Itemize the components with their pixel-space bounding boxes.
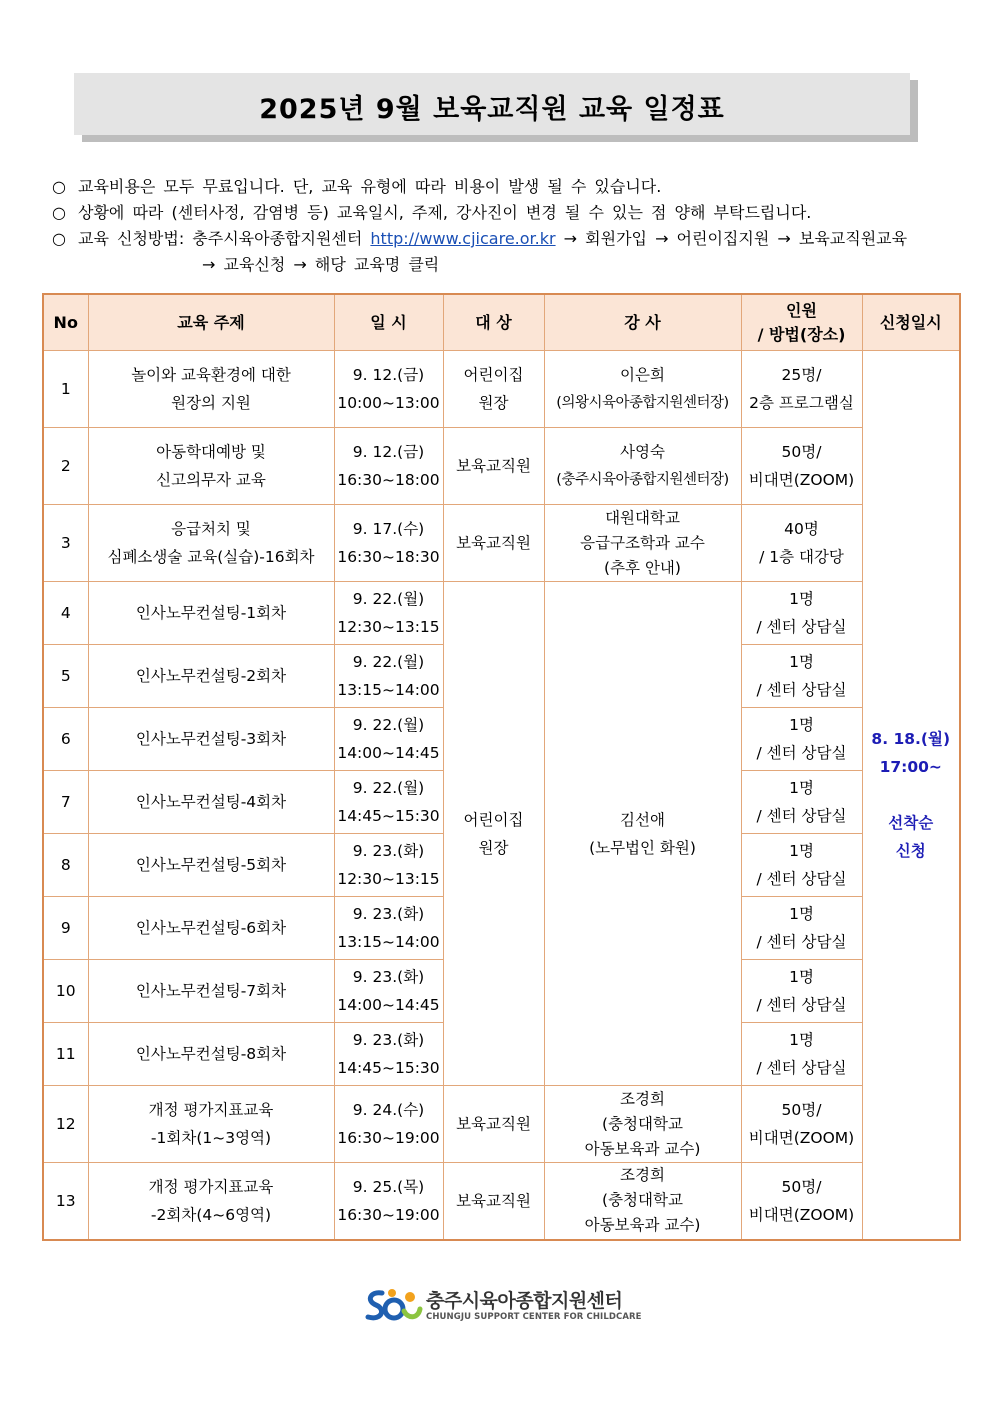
row-no: 3 xyxy=(43,505,88,582)
row-no: 8 xyxy=(43,834,88,897)
header-instructor: 강 사 xyxy=(544,294,741,351)
bullet-icon: ○ xyxy=(52,203,66,222)
row-no: 2 xyxy=(43,428,88,505)
row-datetime: 9. 22.(월) 13:15~14:00 xyxy=(334,645,443,708)
row-instructor: 사영숙 (충주시육아종합지원센터장) xyxy=(544,428,741,505)
row-no: 11 xyxy=(43,1023,88,1086)
row-no: 10 xyxy=(43,960,88,1023)
row-datetime: 9. 12.(금) 10:00~13:00 xyxy=(334,351,443,428)
row-people-method: 1명 / 센터 상담실 xyxy=(741,645,862,708)
row-topic: 아동학대예방 및 신고의무자 교육 xyxy=(88,428,334,505)
header-datetime: 일 시 xyxy=(334,294,443,351)
header-topic: 교육 주제 xyxy=(88,294,334,351)
row-target: 보육교직원 xyxy=(443,1086,544,1163)
row-datetime: 9. 12.(금) 16:30~18:00 xyxy=(334,428,443,505)
center-logo-name-en: CHUNGJU SUPPORT CENTER FOR CHILDCARE xyxy=(426,1312,642,1322)
row-people-method: 25명/ 2층 프로그램실 xyxy=(741,351,862,428)
row-topic: 인사노무컨설팅-4회차 xyxy=(88,771,334,834)
table-row xyxy=(43,1163,960,1240)
row-no: 7 xyxy=(43,771,88,834)
row-no: 1 xyxy=(43,351,88,428)
header-no: No xyxy=(43,294,88,351)
note-change: ○ 상황에 따라 (센터사정, 감염병 등) 교육일시, 주제, 강사진이 변경 될 수 있는 점 양해 부탁드립니다. xyxy=(52,200,972,226)
row-no: 12 xyxy=(43,1086,88,1163)
apply-date: 8. 18.(월) xyxy=(871,729,951,748)
center-website-link[interactable]: http://www.cjicare.or.kr xyxy=(370,229,556,248)
bullet-icon: ○ xyxy=(52,177,66,196)
row-datetime: 9. 24.(수) 16:30~19:00 xyxy=(334,1086,443,1163)
row-topic: 인사노무컨설팅-1회차 xyxy=(88,582,334,645)
table-row xyxy=(43,505,960,582)
apply-note-apply: 신청 xyxy=(895,841,926,860)
row-datetime: 9. 25.(목) 16:30~19:00 xyxy=(334,1163,443,1240)
row-target: 보육교직원 xyxy=(443,1163,544,1240)
row-people-method: 1명 / 센터 상담실 xyxy=(741,897,862,960)
merged-target: 어린이집 원장 xyxy=(443,582,544,1086)
row-datetime: 9. 23.(화) 13:15~14:00 xyxy=(334,897,443,960)
row-no: 6 xyxy=(43,708,88,771)
row-target: 보육교직원 xyxy=(443,505,544,582)
row-datetime: 9. 17.(수) 16:30~18:30 xyxy=(334,505,443,582)
row-instructor: 이은희 (의왕시육아종합지원센터장) xyxy=(544,351,741,428)
schedule-table xyxy=(42,293,961,1241)
table-row xyxy=(43,428,960,505)
row-topic: 인사노무컨설팅-8회차 xyxy=(88,1023,334,1086)
note-apply-method-continued: → 교육신청 → 해당 교육명 클릭 xyxy=(202,255,440,274)
notes-section xyxy=(52,174,972,278)
title-banner xyxy=(74,73,910,135)
table-row xyxy=(43,1086,960,1163)
row-no: 4 xyxy=(43,582,88,645)
row-datetime: 9. 22.(월) 12:30~13:15 xyxy=(334,582,443,645)
row-people-method: 1명 / 센터 상담실 xyxy=(741,582,862,645)
row-topic: 인사노무컨설팅-5회차 xyxy=(88,834,334,897)
row-target: 어린이집 원장 xyxy=(443,351,544,428)
row-instructor: 조경희 (충청대학교 아동보육과 교수) xyxy=(544,1163,741,1240)
row-topic: 개정 평가지표교육 -2회차(4~6영역) xyxy=(88,1163,334,1240)
row-people-method: 1명 / 센터 상담실 xyxy=(741,834,862,897)
center-logo-name-kr: 충주시육아종합지원센터 xyxy=(426,1290,623,1312)
row-people-method: 50명/ 비대면(ZOOM) xyxy=(741,1163,862,1240)
page-title: 2025년 9월 보육교직원 교육 일정표 xyxy=(259,94,725,125)
row-people-method: 1명 / 센터 상담실 xyxy=(741,1023,862,1086)
row-no: 5 xyxy=(43,645,88,708)
row-target: 보육교직원 xyxy=(443,428,544,505)
row-topic: 인사노무컨설팅-2회차 xyxy=(88,645,334,708)
apply-note-first-come: 선착순 xyxy=(888,813,934,832)
note-apply-method: ○ 교육 신청방법: 충주시육아종합지원센터 http://www.cjicare.or.kr → 회원가입 → 어린이집지원 → 보육교직원교육 xyxy=(52,226,972,252)
row-instructor: 대원대학교 응급구조학과 교수 (추후 안내) xyxy=(544,505,741,582)
header-target: 대 상 xyxy=(443,294,544,351)
row-no: 9 xyxy=(43,897,88,960)
note-cost: ○ 교육비용은 모두 무료입니다. 단, 교육 유형에 따라 비용이 발생 될 수 있습니다. xyxy=(52,174,972,200)
row-people-method: 1명 / 센터 상담실 xyxy=(741,960,862,1023)
row-people-method: 50명/ 비대면(ZOOM) xyxy=(741,428,862,505)
row-datetime: 9. 22.(월) 14:00~14:45 xyxy=(334,708,443,771)
row-topic: 응급처치 및 심폐소생술 교육(실습)-16회차 xyxy=(88,505,334,582)
row-topic: 놀이와 교육환경에 대한 원장의 지원 xyxy=(88,351,334,428)
row-datetime: 9. 23.(화) 12:30~13:15 xyxy=(334,834,443,897)
table-row xyxy=(43,351,960,428)
row-datetime: 9. 22.(월) 14:45~15:30 xyxy=(334,771,443,834)
row-topic: 인사노무컨설팅-7회차 xyxy=(88,960,334,1023)
center-logo xyxy=(362,1283,642,1329)
center-logo-icon xyxy=(362,1285,426,1325)
row-people-method: 1명 / 센터 상담실 xyxy=(741,771,862,834)
table-header-row xyxy=(43,294,960,351)
row-no: 13 xyxy=(43,1163,88,1240)
row-people-method: 50명/ 비대면(ZOOM) xyxy=(741,1086,862,1163)
bullet-icon: ○ xyxy=(52,229,66,248)
row-instructor: 조경희 (충청대학교 아동보육과 교수) xyxy=(544,1086,741,1163)
table-row xyxy=(43,582,960,645)
row-people-method: 40명 / 1층 대강당 xyxy=(741,505,862,582)
row-topic: 개정 평가지표교육 -1회차(1~3영역) xyxy=(88,1086,334,1163)
merged-instructor: 김선애 (노무법인 화원) xyxy=(544,582,741,1086)
apply-time: 17:00~ xyxy=(879,757,942,776)
row-datetime: 9. 23.(화) 14:45~15:30 xyxy=(334,1023,443,1086)
header-people-method: 인원 / 방법(장소) xyxy=(741,294,862,351)
row-topic: 인사노무컨설팅-3회차 xyxy=(88,708,334,771)
apply-date-cell xyxy=(862,351,960,1240)
row-topic: 인사노무컨설팅-6회차 xyxy=(88,897,334,960)
row-datetime: 9. 23.(화) 14:00~14:45 xyxy=(334,960,443,1023)
header-apply-date: 신청일시 xyxy=(862,294,960,351)
row-people-method: 1명 / 센터 상담실 xyxy=(741,708,862,771)
